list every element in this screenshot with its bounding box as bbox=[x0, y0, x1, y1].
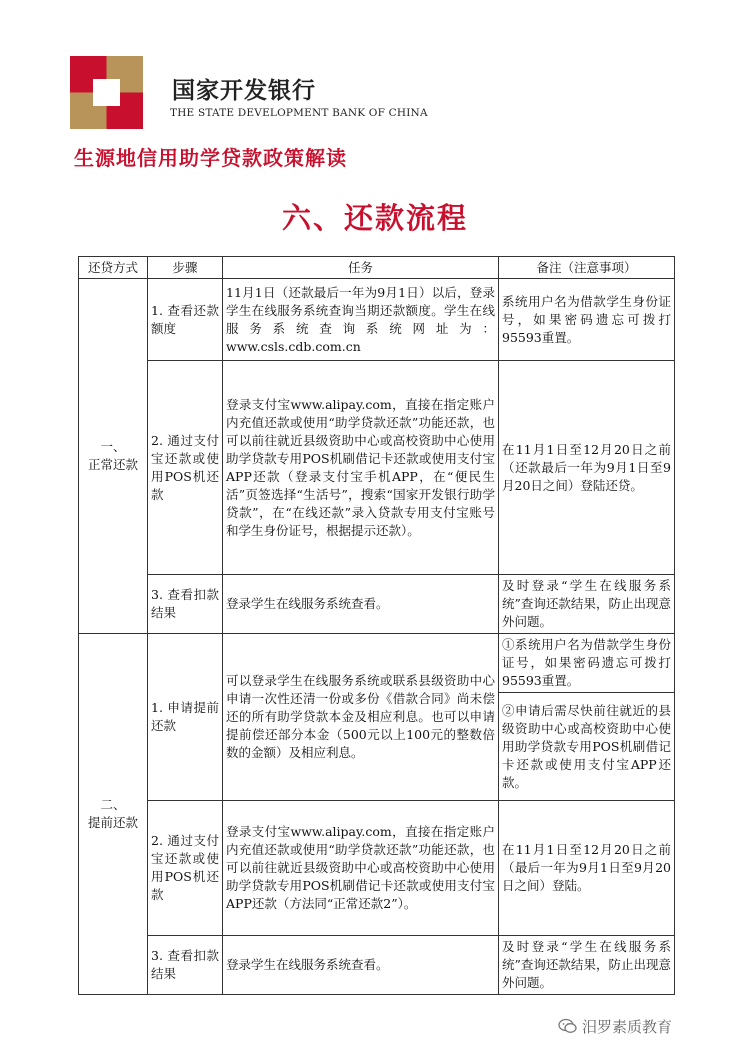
step-cell: 1. 查看还款额度 bbox=[148, 279, 223, 361]
note-cell: 及时登录“学生在线服务系统”查询还款结果，防止出现意外问题。 bbox=[499, 936, 675, 995]
type-number: 一、 bbox=[100, 439, 126, 454]
table-row bbox=[79, 936, 675, 995]
task-cell: 登录学生在线服务系统查看。 bbox=[223, 936, 499, 995]
step-cell: 3. 查看扣款结果 bbox=[148, 575, 223, 634]
bank-logo-icon bbox=[70, 56, 143, 129]
table-row bbox=[79, 634, 675, 693]
type-cell-normal bbox=[79, 279, 148, 634]
type-label: 正常还款 bbox=[87, 457, 138, 472]
bank-name: 国家开发银行 bbox=[172, 77, 316, 104]
note-cell: ①系统用户名为借款学生身份证号，如果密码遗忘可拨打95593重置。 bbox=[499, 634, 675, 693]
header-task: 任务 bbox=[223, 257, 499, 279]
task-cell: 11月1日（还款最后一年为9月1日）以后，登录学生在线服务系统查询当期还款额度。学生在线服务系统查询系统网址为：www.csls.cdb.com.cn bbox=[223, 279, 499, 361]
header-repayment-type: 还贷方式 bbox=[79, 257, 148, 279]
type-cell-early bbox=[79, 634, 148, 995]
step-cell: 2. 通过支付宝还款或使用POS机还款 bbox=[148, 801, 223, 936]
table-row bbox=[79, 801, 675, 936]
table-row bbox=[79, 279, 675, 361]
type-number: 二、 bbox=[100, 797, 126, 812]
document-subtitle: 生源地信用助学贷款政策解读 bbox=[74, 146, 347, 170]
step-cell: 2. 通过支付宝还款或使用POS机还款 bbox=[148, 361, 223, 575]
bank-name-english: THE STATE DEVELOPMENT BANK OF CHINA bbox=[170, 107, 428, 119]
task-cell: 登录学生在线服务系统查看。 bbox=[223, 575, 499, 634]
note-cell: ②申请后需尽快前往就近的县级资助中心或高校资助中心使用助学贷款专用POS机刷借记卡还款或使用支付宝APP还款。 bbox=[499, 693, 675, 801]
wechat-icon bbox=[558, 1016, 578, 1036]
header-step: 步骤 bbox=[148, 257, 223, 279]
task-cell: 登录支付宝www.alipay.com，直接在指定账户内充值还款或使用“助学贷款还款”功能还款，也可以前往就近县级资助中心或高校资助中心使用助学贷款专用POS机刷借记卡还款或使用支付宝APP还款（登录支付宝手机APP，在“便民生活”页签选择“生活号”，搜索“国家开发银行助学贷款”，在“在线还款”录入贷款专用支付宝账号和学生身份证号，根据提示还款）。 bbox=[223, 361, 499, 575]
table-header-row bbox=[79, 257, 675, 279]
note-cell: 在11月1日至12月20日之前（还款最后一年为9月1日至9月20日之间）登陆还贷。 bbox=[499, 361, 675, 575]
repayment-flow-table bbox=[78, 256, 675, 995]
note-cell: 系统用户名为借款学生身份证号，如果密码遗忘可拨打95593重置。 bbox=[499, 279, 675, 361]
step-cell: 3. 查看扣款结果 bbox=[148, 936, 223, 995]
watermark-text: 汨罗素质教育 bbox=[582, 1018, 673, 1036]
step-cell: 1. 申请提前还款 bbox=[148, 634, 223, 801]
task-cell: 登录支付宝www.alipay.com，直接在指定账户内充值还款或使用“助学贷款还款”功能还款，也可以前往就近县级资助中心或高校资助中心使用助学贷款专用POS机刷借记卡还款或使用支付宝APP还款（方法同“正常还款2”）。 bbox=[223, 801, 499, 936]
type-label: 提前还款 bbox=[87, 815, 138, 830]
note-cell: 在11月1日至12月20日之前（最后一年为9月1日至9月20日之间）登陆。 bbox=[499, 801, 675, 936]
table-row bbox=[79, 361, 675, 575]
task-cell: 可以登录学生在线服务系统或联系县级资助中心申请一次性还清一份或多份《借款合同》尚未偿还的所有助学贷款本金及相应利息。也可以申请提前偿还部分本金（500元以上100元的整数倍数的金额）及相应利息。 bbox=[223, 634, 499, 801]
note-cell: 及时登录“学生在线服务系统”查询还款结果，防止出现意外问题。 bbox=[499, 575, 675, 634]
table-row bbox=[79, 575, 675, 634]
section-title: 六、还款流程 bbox=[281, 201, 468, 235]
header-notes: 备注（注意事项） bbox=[499, 257, 675, 279]
